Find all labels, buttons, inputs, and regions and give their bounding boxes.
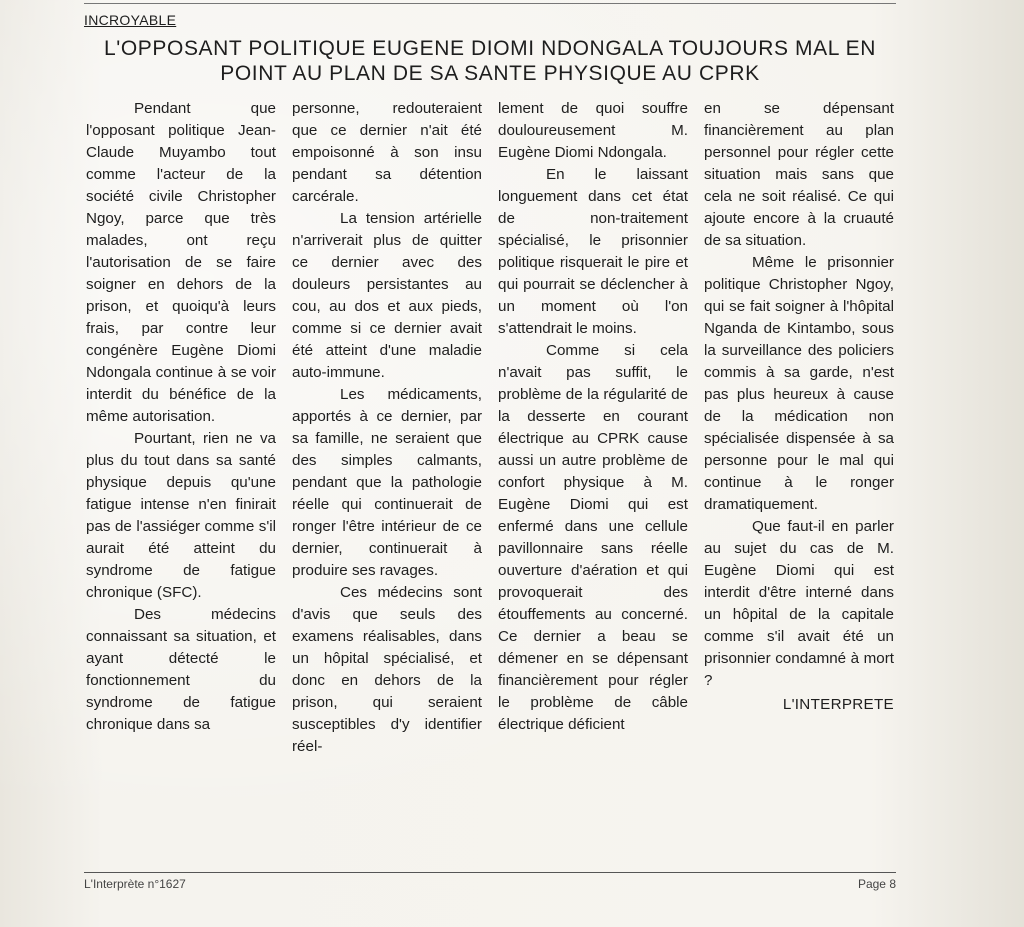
article-column-1 — [86, 98, 276, 868]
article-headline: L'OPPOSANT POLITIQUE EUGENE DIOMI NDONGALA TOUJOURS MAL EN POINT AU PLAN DE SA SANTE PHYSIQUE AU CPRK — [103, 37, 877, 85]
article-column-3 — [498, 98, 688, 868]
paragraph: en se dépensant financièrement au plan personnel pour régler cette situation mais sans que cela ne soit réalisé. Ce qui ajoute encore à la cruauté de sa situation. — [704, 100, 894, 249]
paragraph: personne, redouteraient que ce dernier n'ait été empoisonné à son insu pendant sa détention carcérale. — [292, 100, 482, 205]
paragraph: Les médicaments, apportés à ce dernier, par sa famille, ne seraient que des simples calmants, pendant que la pathologie réelle qui continuerait de ronger l'être intérieur de ce dernier, continuerait à produire ses ravages. — [292, 386, 482, 579]
paragraph: Comme si cela n'avait pas suffit, le problème de la régularité de la desserte en courant électrique au CPRK cause aussi un autre problème de confort physique à M. Eugène Diomi qui est enfermé dans une cellule pavillonnaire sans réelle ouverture d'aération et qui provoquerait des étouffements au concerné. Ce dernier a beau se démener en se dépensant financièrement pour régler le problème de câble électrique déficient — [498, 342, 688, 733]
paragraph: Même le prisonnier politique Christopher Ngoy, qui se fait soigner à l'hôpital Nganda de Kintambo, sous la surveillance des policiers commis à sa garde, n'est pas plus heureux à cause de la médication non spécialisée dispensée à sa personne pour le mal qui continue à le ronger dramatiquement. — [704, 254, 894, 513]
paragraph: La tension artérielle n'arriverait plus de quitter ce dernier avec des douleurs persistantes au cou, au dos et aux pieds, comme si ce dernier avait été atteint d'une maladie auto-immune. — [292, 210, 482, 381]
paragraph: En le laissant longuement dans cet état de non-traitement spécialisé, le prisonnier politique risquerait le pire et qui pourrait se déclencher à un moment où l'on s'attendrait le moins. — [498, 166, 688, 337]
paragraph: Pourtant, rien ne va plus du tout dans sa santé physique depuis qu'une fatigue intense n'en finirait pas de l'assiéger comme s'il aurait été atteint du syndrome de fatigue chronique (SFC). — [86, 430, 276, 601]
paragraph: Des médecins connaissant sa situation, et ayant détecté le fonctionnement du syndrome de fatigue chronique dans sa — [86, 606, 276, 733]
top-rule — [84, 3, 896, 4]
paragraph: Pendant que l'opposant politique Jean-Claude Muyambo tout comme l'acteur de la société civile Christopher Ngoy, parce que très malades, ont reçu l'autorisation de se faire soigner en dehors de la prison, et quoiqu'à leurs frais, par contre leur congénère Eugène Diomi Ndongala continue à se voir interdit du bénéfice de la même autorisation. — [86, 100, 276, 425]
paragraph: Ces médecins sont d'avis que seuls des examens réalisables, dans un hôpital spécialisé, et donc en dehors de la prison, qui seraient susceptibles d'y identifier réel- — [292, 584, 482, 755]
section-kicker: INCROYABLE — [84, 12, 177, 28]
article-column-2 — [292, 98, 482, 868]
publication-issue: L'Interprète n°1627 — [84, 877, 186, 891]
paragraph: lement de quoi souffre douloureusement M. Eugène Diomi Ndongala. — [498, 100, 688, 161]
footer-rule — [84, 872, 896, 873]
article-signature: L'INTERPRETE — [782, 696, 894, 713]
page-number: Page 8 — [857, 877, 896, 891]
article-column-4 — [704, 98, 894, 868]
paragraph: Que faut-il en parler au sujet du cas de M. Eugène Diomi qui est interdit d'être interné dans un hôpital de la capitale comme s'il avait été un prisonnier condamné à mort ? — [704, 518, 894, 689]
article-body — [86, 98, 894, 868]
